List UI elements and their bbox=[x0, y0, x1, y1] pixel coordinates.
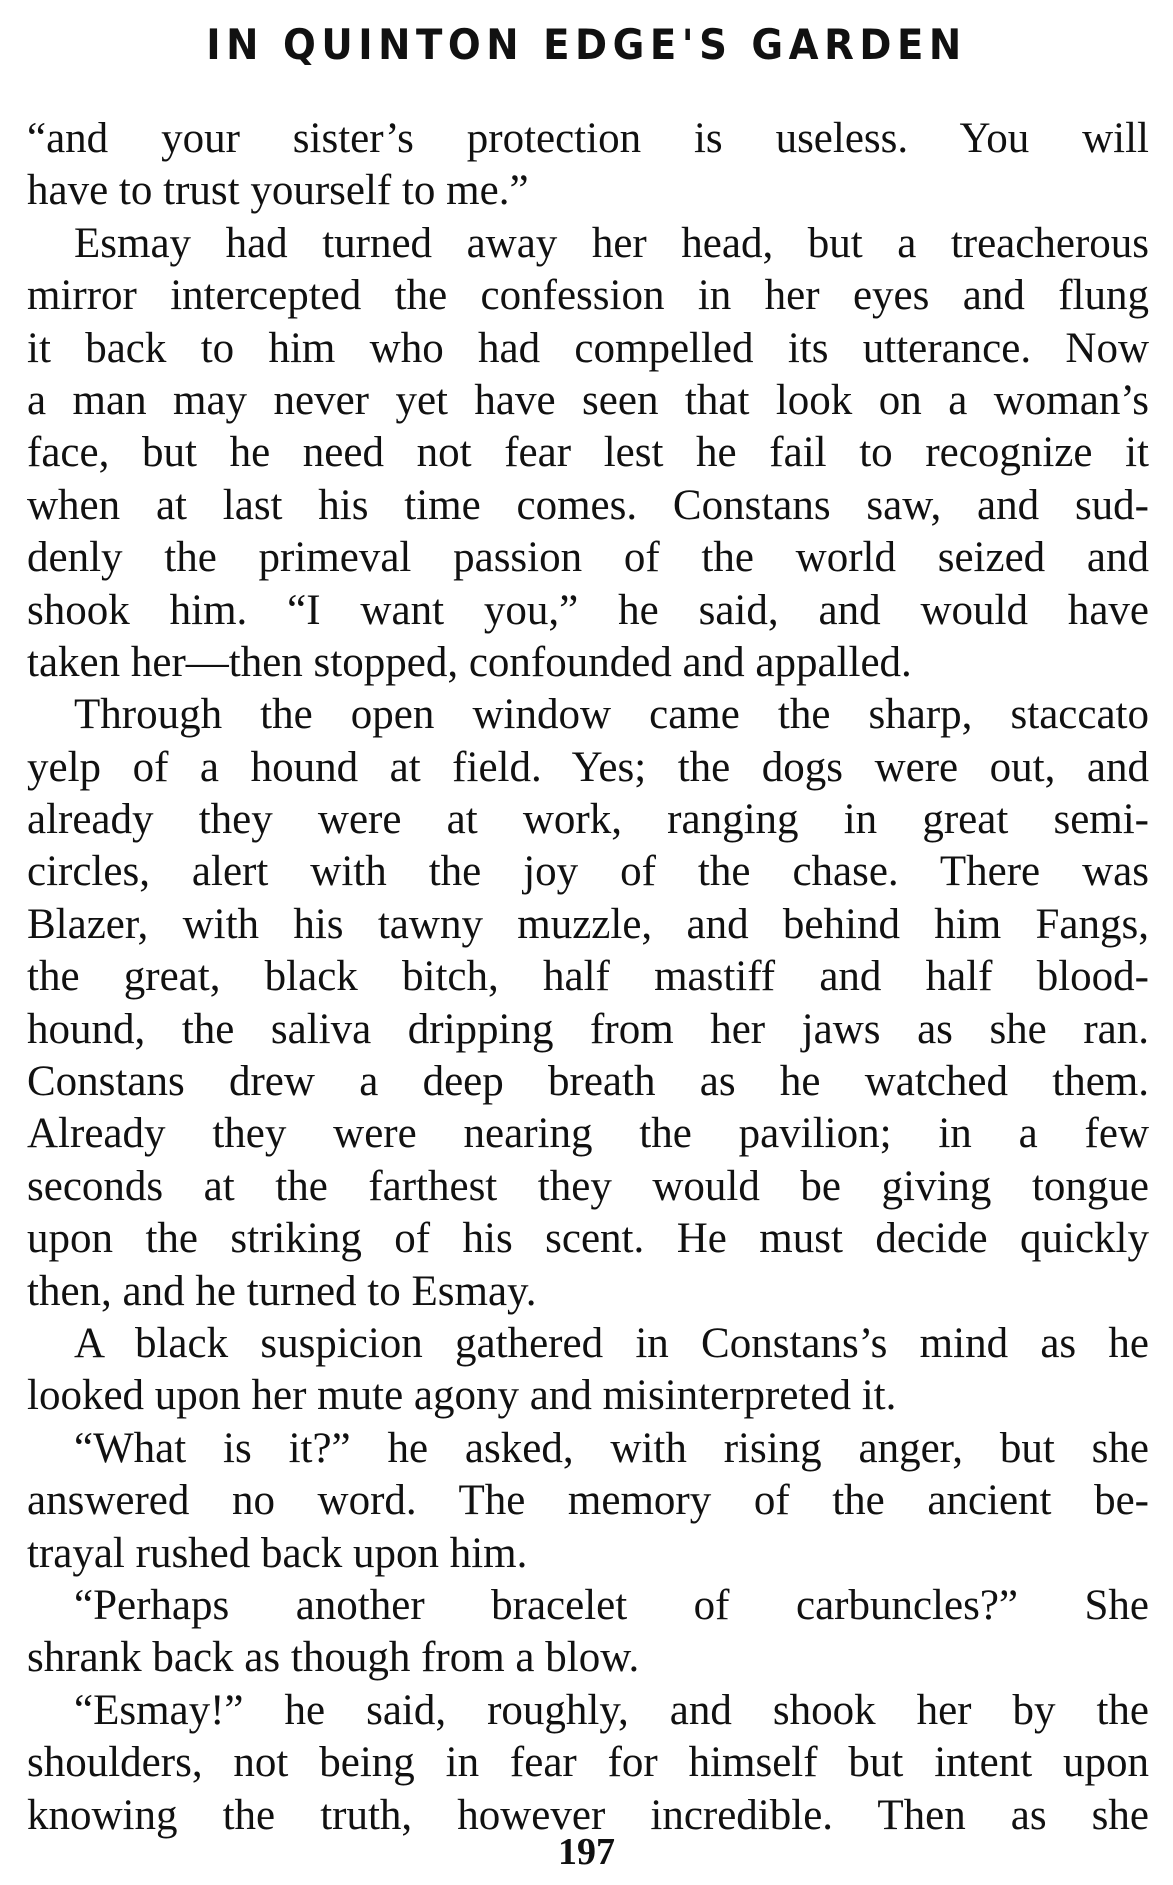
text-line: “Perhaps another bracelet of carbuncles?” She bbox=[74, 1581, 1149, 1629]
text-line: the great, black bitch, half mastiff and half blood- bbox=[27, 953, 1149, 1001]
text-line: a man may never yet have seen that look on a woman’s bbox=[27, 376, 1149, 424]
text-line: “Esmay!” he said, roughly, and shook her by the bbox=[74, 1686, 1149, 1734]
text-line: shook him. “I want you,” he said, and would have bbox=[27, 586, 1149, 634]
running-head: IN QUINTON EDGE'S GARDEN bbox=[206, 20, 967, 69]
text-line: seconds at the farthest they would be giving tongue bbox=[27, 1162, 1149, 1210]
text-line: face, but he need not fear lest he fail to recognize it bbox=[27, 429, 1149, 477]
text-line: knowing the truth, however incredible. Then as she bbox=[27, 1791, 1149, 1839]
text-line: Esmay had turned away her head, but a treacherous bbox=[74, 219, 1149, 267]
body-text bbox=[27, 113, 1149, 1842]
text-line: denly the primeval passion of the world seized and bbox=[27, 534, 1149, 582]
text-line: circles, alert with the joy of the chase. There was bbox=[27, 848, 1149, 896]
text-line: Already they were nearing the pavilion; in a few bbox=[27, 1110, 1149, 1158]
text-line: then, and he turned to Esmay. bbox=[27, 1267, 537, 1315]
text-line: looked upon her mute agony and misinterpreted it. bbox=[27, 1372, 897, 1420]
text-line: hound, the saliva dripping from her jaws as she ran. bbox=[27, 1005, 1149, 1053]
text-line: Constans drew a deep breath as he watched them. bbox=[27, 1058, 1149, 1106]
text-line: “and your sister’s protection is useless. You will bbox=[27, 115, 1149, 162]
text-line: it back to him who had compelled its utterance. Now bbox=[27, 324, 1149, 372]
text-line: taken her—then stopped, confounded and appalled. bbox=[27, 638, 912, 686]
text-line: have to trust yourself to me.” bbox=[27, 167, 529, 215]
text-line: shrank back as though from a blow. bbox=[27, 1634, 640, 1682]
text-line: Blazer, with his tawny muzzle, and behind him Fangs, bbox=[27, 900, 1149, 948]
text-line: Through the open window came the sharp, staccato bbox=[74, 691, 1149, 739]
text-line: upon the striking of his scent. He must decide quickly bbox=[27, 1215, 1149, 1263]
text-line: yelp of a hound at field. Yes; the dogs were out, and bbox=[27, 743, 1149, 791]
text-line: trayal rushed back upon him. bbox=[27, 1529, 528, 1577]
text-line: when at last his time comes. Constans saw, and sud- bbox=[27, 481, 1149, 529]
text-line: shoulders, not being in fear for himself but intent upon bbox=[27, 1739, 1149, 1787]
text-line: already they were at work, ranging in great semi- bbox=[27, 796, 1149, 844]
text-line: “What is it?” he asked, with rising anger, but she bbox=[74, 1424, 1149, 1472]
text-line: mirror intercepted the confession in her eyes and flung bbox=[27, 272, 1149, 320]
text-line: answered no word. The memory of the ancient be- bbox=[27, 1477, 1149, 1525]
page-number: 197 bbox=[558, 1831, 615, 1873]
text-line: A black suspicion gathered in Constans’s mind as he bbox=[74, 1319, 1149, 1367]
